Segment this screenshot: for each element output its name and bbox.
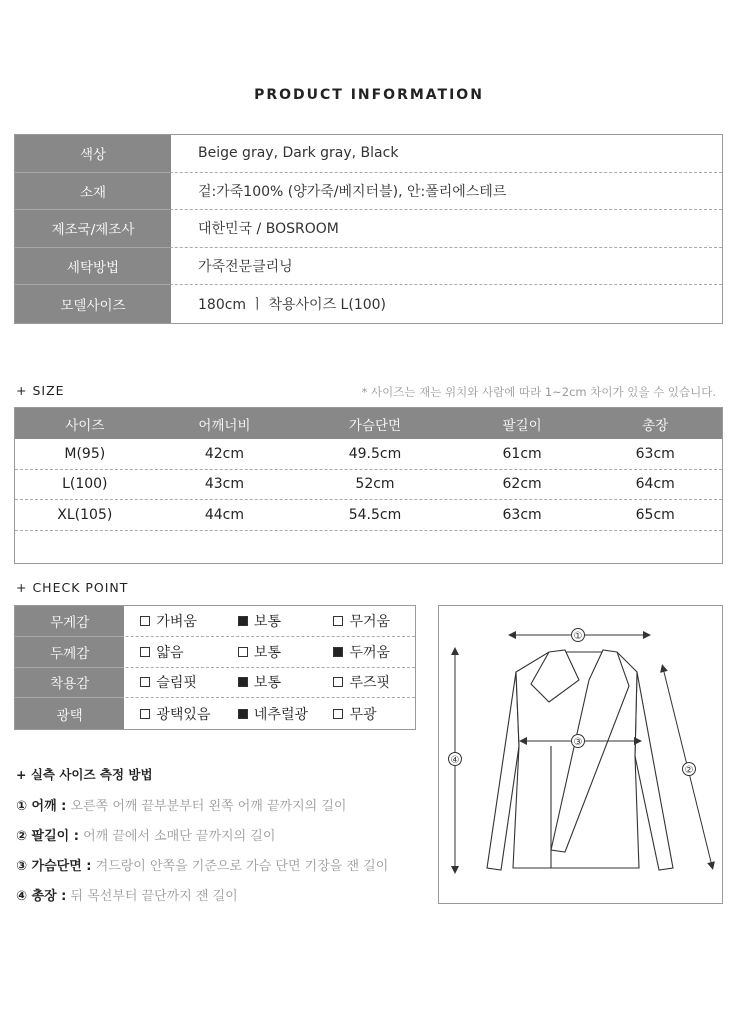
size-cell: 64cm [635, 476, 675, 493]
page-title: PRODUCT INFORMATION [254, 87, 484, 103]
checkbox-icon [333, 709, 343, 719]
check-option [319, 606, 415, 636]
size-header-cell: 총장 [642, 417, 669, 434]
measure-item [16, 885, 238, 904]
measure-key: ④ 총장 : [16, 889, 67, 904]
check-option [222, 606, 320, 636]
info-row-model-size [15, 285, 722, 323]
measure-text: 겨드랑이 안쪽을 기준으로 가슴 단면 기장을 잰 길이 [91, 859, 389, 874]
measurement-diagram [438, 605, 723, 904]
measure-item [16, 825, 275, 844]
info-row-color [15, 135, 722, 173]
table-row [15, 470, 722, 501]
check-label: 두께감 [15, 637, 124, 668]
info-label: 색상 [15, 135, 171, 173]
measure-item [16, 795, 346, 814]
info-value: 가죽전문클리닝 [198, 259, 293, 276]
measure-item [16, 855, 388, 874]
check-option [124, 637, 222, 667]
check-row-thickness [15, 637, 415, 668]
check-label: 무게감 [15, 606, 124, 637]
size-cell: 52cm [355, 476, 395, 493]
measure-text: 뒤 목선부터 끝단까지 잰 길이 [66, 889, 238, 904]
size-cell: 62cm [502, 476, 542, 493]
info-value: 대한민국 / BOSROOM [198, 221, 339, 238]
checkbox-icon [333, 616, 343, 626]
check-option-label: 네추럴광 [253, 706, 309, 723]
size-cell: 63cm [635, 445, 675, 462]
checkbox-checked-icon [238, 616, 248, 626]
check-option [319, 637, 415, 667]
size-header-cell: 사이즈 [65, 417, 105, 434]
diagram-label-3: ③ [573, 737, 583, 748]
info-label: 모델사이즈 [15, 285, 171, 323]
info-label: 소재 [15, 173, 171, 211]
product-info-table [14, 134, 723, 324]
right-sleeve [635, 672, 673, 870]
size-table-header [15, 408, 722, 439]
check-row-fit [15, 668, 415, 699]
diagram-label-4: ④ [450, 755, 460, 766]
check-option-label: 무광 [349, 706, 377, 723]
diagram-label-2: ② [684, 765, 694, 776]
info-label: 제조국/제조사 [15, 210, 171, 248]
measure-key: ③ 가슴단면 : [16, 859, 92, 874]
table-row [15, 500, 722, 531]
check-option-label: 두꺼움 [349, 644, 391, 661]
checkbox-checked-icon [238, 677, 248, 687]
check-option [222, 668, 320, 698]
check-option-label: 무거움 [349, 613, 391, 630]
size-cell: 49.5cm [348, 445, 402, 462]
measure-title: + 실측 사이즈 측정 방법 [16, 767, 153, 782]
jacket-diagram-svg [439, 606, 724, 905]
measure-text: 어깨 끝에서 소매단 끝까지의 길이 [78, 829, 276, 844]
info-row-origin [15, 210, 722, 248]
check-option-label: 가벼움 [156, 613, 197, 630]
size-cell: 65cm [635, 506, 675, 523]
check-option-label: 광택있음 [156, 706, 211, 723]
checkbox-icon [140, 647, 150, 657]
checkbox-icon [333, 677, 343, 687]
size-cell: M(95) [64, 445, 106, 462]
checkbox-icon [140, 616, 150, 626]
size-cell: 61cm [502, 445, 542, 462]
checkbox-checked-icon [333, 647, 343, 657]
checkbox-icon [238, 647, 248, 657]
jacket-outline [487, 650, 673, 870]
checkbox-checked-icon [238, 709, 248, 719]
checkbox-icon [140, 677, 150, 687]
check-option [222, 698, 320, 729]
check-option [124, 606, 222, 636]
size-cell: XL(105) [57, 506, 113, 523]
size-section-label: + SIZE [16, 383, 65, 398]
measure-key: ② 팔길이 : [16, 829, 79, 844]
measure-key: ① 어깨 : [16, 799, 67, 814]
size-cell: 54.5cm [348, 506, 402, 523]
check-option [222, 637, 320, 667]
check-point-table [14, 605, 416, 730]
check-option-label: 보통 [253, 613, 281, 630]
check-option-label: 루즈핏 [349, 675, 391, 692]
check-option-label: 보통 [253, 675, 281, 692]
size-cell: 44cm [204, 506, 244, 523]
diagram-label-1: ① [573, 631, 583, 642]
size-cell: 42cm [204, 445, 244, 462]
check-option [124, 668, 222, 698]
check-row-gloss [15, 698, 415, 729]
table-row [15, 439, 722, 470]
size-cell: 63cm [502, 506, 542, 523]
measure-text: 오른쪽 어깨 끝부분부터 왼쪽 어깨 끝까지의 길이 [66, 799, 347, 814]
check-label: 광택 [15, 698, 124, 729]
size-header-cell: 가슴단면 [348, 417, 402, 434]
info-value: 겉:가죽100% (양가죽/베지터블), 안:폴리에스테르 [198, 183, 507, 200]
size-note: * 사이즈는 재는 위치와 사람에 따라 1~2cm 차이가 있을 수 있습니다. [361, 385, 716, 399]
check-row-weight [15, 606, 415, 637]
size-header-cell: 어깨너비 [198, 417, 251, 434]
size-table [14, 407, 723, 564]
check-option [124, 698, 222, 729]
size-cell: 43cm [204, 476, 244, 493]
info-value: 180cm ㅣ 착용사이즈 L(100) [198, 297, 386, 314]
check-section-label: + CHECK POINT [16, 580, 129, 595]
check-option [319, 698, 415, 729]
check-option-label: 보통 [253, 644, 281, 661]
checkbox-icon [140, 709, 150, 719]
info-value: Beige gray, Dark gray, Black [198, 145, 399, 162]
check-label: 착용감 [15, 668, 124, 699]
check-option [319, 668, 415, 698]
info-label: 세탁방법 [15, 248, 171, 286]
check-option-label: 슬림핏 [156, 675, 197, 692]
size-cell: L(100) [62, 476, 108, 493]
check-option-label: 얇음 [156, 644, 184, 661]
size-header-cell: 팔길이 [502, 417, 542, 434]
info-row-washing [15, 248, 722, 286]
info-row-material [15, 173, 722, 211]
